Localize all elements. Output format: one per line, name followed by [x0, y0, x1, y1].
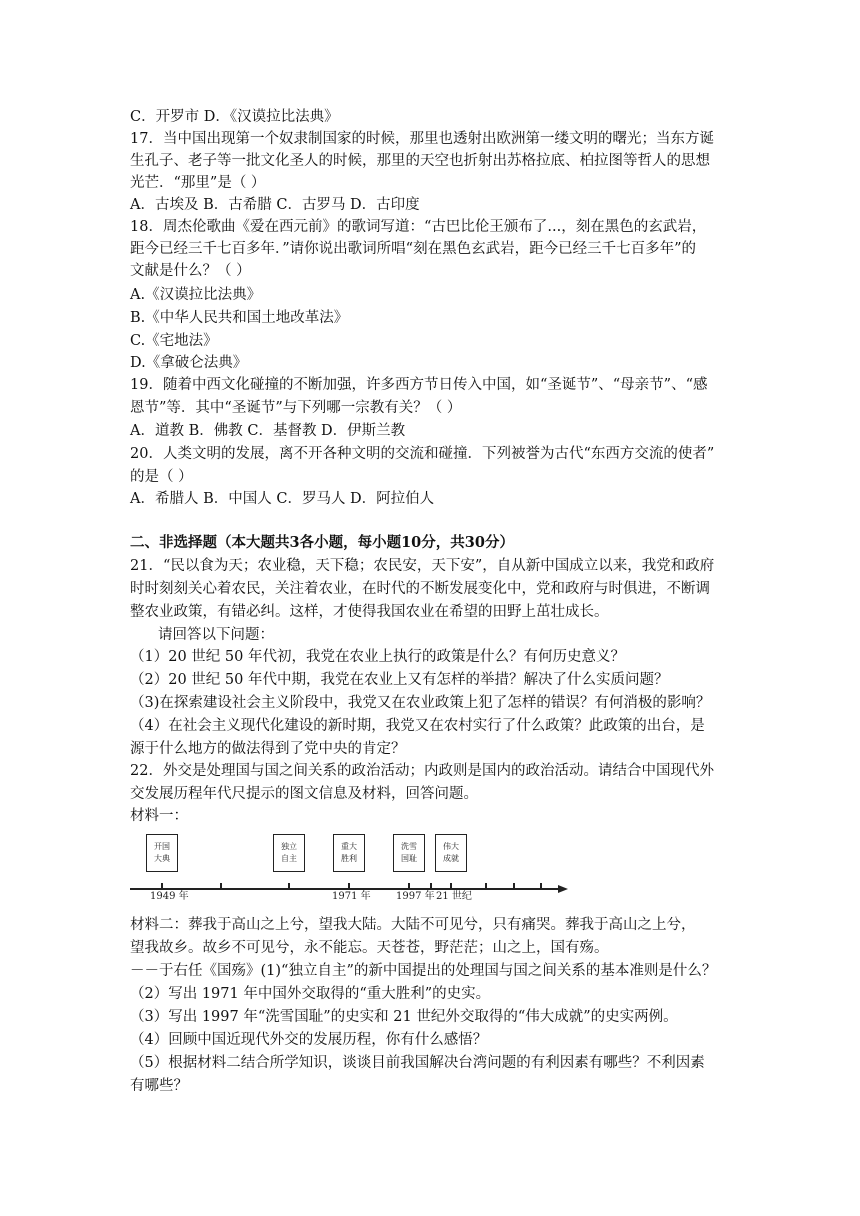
box-text: 重大 — [341, 842, 357, 851]
timeline-tick — [408, 883, 410, 889]
q22-sub4: （4）回顾中国近现代外交的发展历程，你有什么感悟？ — [130, 1032, 488, 1048]
box-text: 成就 — [443, 854, 459, 863]
box-text: 胜利 — [341, 854, 357, 863]
box-text: 开国 — [154, 842, 170, 851]
q17-stem-line2: 生孔子、老子等一批文化圣人的时候，那里的天空也折射出苏格拉底、柏拉图等哲人的思想 — [130, 153, 710, 169]
timeline-box-independence — [273, 834, 305, 872]
q21-prompt: 请回答以下问题： — [158, 627, 274, 643]
box-text: 自主 — [281, 854, 297, 863]
timeline-tick — [450, 883, 452, 889]
timeline-year-21c: 21 世纪 — [436, 891, 472, 902]
q20-options: A．希腊人 B．中国人 C．罗马人 D．阿拉伯人 — [130, 491, 435, 507]
q22-sub3: （3）写出 1997 年“洗雪国耻”的史实和 21 世纪外交取得的“伟大成就”的史实两例。 — [130, 1009, 678, 1025]
q18-option-d: D.《拿破仑法典》 — [130, 355, 248, 371]
timeline-tick — [485, 883, 487, 889]
q22-sub2: （2）写出 1971 年中国外交取得的“重大胜利”的史实。 — [130, 986, 491, 1002]
q22-sub1: －－于右任《国殇》(1)“独立自主”的新中国提出的处理国与国之间关系的基本准则是什么？ — [130, 963, 717, 979]
q16-options-cd: C．开罗市 D．《汉谟拉比法典》 — [130, 109, 339, 125]
q21-stem-line3: 整农业政策，有错必纠。这样，才使得我国农业在希望的田野上茁壮成长。 — [130, 604, 609, 620]
timeline-year-1997: 1997 年 — [396, 891, 435, 902]
material1-label: 材料一： — [130, 808, 188, 824]
q18-option-a: A.《汉谟拉比法典》 — [130, 287, 262, 303]
q22-stem-line2: 交发展历程年代尺提示的图文信息及材料，回答问题。 — [130, 786, 478, 802]
q19-stem-line1: 19．随着中西文化碰撞的不断加强，许多西方节日传入中国，如“圣诞节”、“母亲节”、“感 — [130, 377, 708, 393]
q18-stem-line2: 距今已经三千七百多年．”请你说出歌词所唱“刻在黑色玄武岩，距今已经三千七百多年”的 — [130, 241, 696, 257]
q21-sub1: （1）20 世纪 50 年代初，我党在农业上执行的政策是什么？有何历史意义？ — [130, 649, 625, 665]
material2-line2: 望我故乡。故乡不可见兮，永不能忘。天苍苍，野茫茫；山之上，国有殇。 — [130, 940, 609, 956]
timeline-box-founding — [146, 834, 178, 872]
material2-line1: 材料二：葬我于高山之上兮，望我大陆。大陆不可见兮，只有痛哭。葬我于高山之上兮， — [130, 917, 696, 933]
q20-stem-line1: 20．人类文明的发展，离不开各种文明的交流和碰撞．下列被誉为古代“东西方交流的使者” — [130, 446, 715, 462]
box-text: 国耻 — [401, 854, 417, 863]
q21-stem-line2: 时时刻刻关心着农民，关注着农业，在时代的不断发展变化中，党和政府与时俱进，不断调 — [130, 581, 710, 597]
q22-stem-line1: 22．外交是处理国与国之间关系的政治活动；内政则是国内的政治活动。请结合中国现代外 — [130, 763, 714, 779]
q21-sub2: （2）20 世纪 50 年代中期，我党在农业上又有怎样的举措？解决了什么实质问题？ — [130, 672, 669, 688]
q17-options: A．古埃及 B．古希腊 C．古罗马 D．古印度 — [130, 197, 420, 213]
q21-stem-line1: 21．“民以食为天；农业稳，天下稳；农民安，天下安”，自从新中国成立以来，我党和政府 — [130, 558, 715, 574]
q22-sub5-line2: 有哪些？ — [130, 1078, 188, 1094]
timeline-tick — [220, 883, 222, 889]
timeline-box-humiliation — [393, 834, 425, 872]
q18-stem-line1: 18．周杰伦歌曲《爱在西元前》的歌词写道：“古巴比伦王颁布了...，刻在黑色的玄武岩， — [130, 219, 707, 235]
diplomacy-timeline-figure — [130, 826, 570, 906]
timeline-tick — [161, 883, 163, 889]
timeline-arrow-icon — [558, 885, 568, 893]
timeline-tick — [513, 883, 515, 889]
timeline-box-achievement — [435, 834, 467, 872]
q19-stem-line2: 恩节”等．其中“圣诞节”与下列哪一宗教有关？（ ） — [130, 400, 462, 416]
q21-sub4-line2: 源于什么地方的做法得到了党中央的肯定？ — [130, 741, 406, 757]
timeline-year-1971: 1971 年 — [332, 891, 371, 902]
timeline-tick — [430, 883, 432, 889]
q22-sub5-line1: （5）根据材料二结合所学知识，谈谈目前我国解决台湾问题的有利因素有哪些？不利因素 — [130, 1055, 705, 1071]
q21-sub3: （3)在探索建设社会主义阶段中，我党又在农业政策上犯了怎样的错误？有何消极的影响？ — [130, 695, 711, 711]
section2-heading: 二、非选择题（本大题共3各小题，每小题10分，共30分） — [130, 534, 514, 551]
q18-stem-line3: 文献是什么？（ ） — [130, 263, 251, 279]
timeline-tick — [348, 883, 350, 889]
q17-stem-line1: 17．当中国出现第一个奴隶制国家的时候，那里也透射出欧洲第一缕文明的曙光；当东方诞 — [130, 131, 714, 147]
timeline-year-1949: 1949 年 — [150, 891, 189, 902]
timeline-tick — [540, 883, 542, 889]
timeline-tick — [288, 883, 290, 889]
box-text: 大典 — [154, 854, 170, 863]
q17-stem-line3: 光芒．“那里”是（ ） — [130, 175, 266, 191]
q19-options: A．道教 B．佛教 C．基督教 D．伊斯兰教 — [130, 423, 406, 439]
q21-sub4-line1: （4）在社会主义现代化建设的新时期，我党又在农村实行了什么政策？此政策的出台，是 — [130, 718, 705, 734]
box-text: 洗雪 — [401, 842, 417, 851]
box-text: 伟大 — [443, 842, 459, 851]
box-text: 独立 — [281, 842, 297, 851]
q18-option-c: C.《宅地法》 — [130, 333, 218, 349]
timeline-box-victory — [333, 834, 365, 872]
q18-option-b: B.《中华人民共和国土地改革法》 — [130, 310, 349, 326]
q20-stem-line2: 的是（ ） — [130, 469, 193, 485]
